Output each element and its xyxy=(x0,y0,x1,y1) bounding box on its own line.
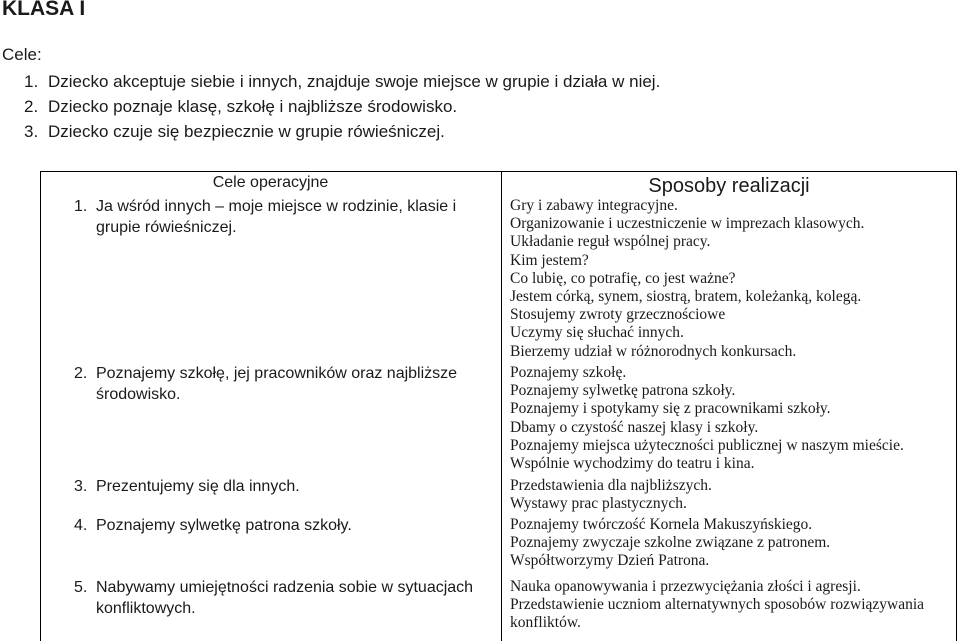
method-item: Dbamy o czystość naszej klasy i szkoły. xyxy=(510,418,759,436)
table-left-border xyxy=(40,171,41,641)
goal-text: Dziecko czuje się bezpiecznie w grupie rówieśniczej. xyxy=(48,122,445,141)
method-item: Kim jestem? xyxy=(510,251,589,269)
method-item: Poznajemy szkołę. xyxy=(510,364,627,381)
objective-item xyxy=(74,197,484,238)
goal-item xyxy=(24,94,660,119)
objective-number: 1. xyxy=(74,198,88,215)
objective-number: 5. xyxy=(74,579,88,596)
method-item: Organizowanie i uczestniczenie w imprezach klasowych. xyxy=(510,215,865,233)
method-item: Uczymy się słuchać innych. xyxy=(510,324,684,342)
goal-item xyxy=(24,119,660,144)
table-column-divider xyxy=(501,171,502,641)
column-header-objectives: Cele operacyjne xyxy=(212,174,329,191)
method-item: Układanie reguł wspólnej pracy. xyxy=(510,233,711,251)
methods-list xyxy=(510,578,955,633)
method-item: Współtworzymy Dzień Patrona. xyxy=(510,552,710,570)
method-item: Nauka opanowywania i przezwyciężania złości i agresji. xyxy=(510,578,861,595)
objective-text: Nabywamy umiejętności radzenia sobie w sytuacjach konfliktowych. xyxy=(96,579,474,617)
objective-text: Ja wśród innych – moje miejsce w rodzinie, klasie i grupie rówieśniczej. xyxy=(96,198,457,236)
goals-list xyxy=(24,69,660,144)
goal-text: Dziecko poznaje klasę, szkołę i najbliższe środowisko. xyxy=(48,97,458,116)
method-item: Stosujemy zwroty grzecznościowe xyxy=(510,306,726,324)
methods-list xyxy=(510,516,955,571)
objective-text: Poznajemy szkołę, jej pracowników oraz najbliższe środowisko. xyxy=(96,365,458,403)
method-item: Poznajemy i spotykamy się z pracownikami szkoły. xyxy=(510,400,831,418)
objective-number: 4. xyxy=(74,517,88,534)
method-item: Jestem córką, synem, siostrą, bratem, koleżanką, kolegą. xyxy=(510,287,862,305)
goal-item xyxy=(24,69,660,94)
objective-item xyxy=(74,578,484,619)
method-item: Wspólnie wychodzimy do teatru i kina. xyxy=(510,454,755,472)
methods-list xyxy=(510,364,955,473)
goal-number: 3. xyxy=(24,122,39,141)
goals-heading: Cele: xyxy=(2,45,42,64)
methods-list xyxy=(510,197,955,361)
method-item: Przedstawienie uczniom alternatywnych sposobów rozwiązywania konfliktów. xyxy=(510,596,925,632)
method-item: Przedstawienia dla najbliższych. xyxy=(510,477,712,494)
method-item: Poznajemy sylwetkę patrona szkoły. xyxy=(510,382,736,400)
goal-text: Dziecko akceptuje siebie i innych, znajduje swoje miejsce w grupie i działa w niej. xyxy=(48,72,661,91)
objective-text: Poznajemy sylwetkę patrona szkoły. xyxy=(96,517,352,534)
method-item: Co lubię, co potrafię, co jest ważne? xyxy=(510,269,736,287)
method-item: Poznajemy zwyczaje szkolne związane z patronem. xyxy=(510,534,831,552)
objective-number: 3. xyxy=(74,478,88,495)
table-right-border xyxy=(956,171,957,641)
goal-number: 2. xyxy=(24,97,39,116)
objective-number: 2. xyxy=(74,365,88,382)
method-item: Poznajemy miejsca użyteczności publicznej w naszym mieście. xyxy=(510,436,904,454)
column-header-methods: Sposoby realizacji xyxy=(648,175,810,197)
method-item: Poznajemy twórczość Kornela Makuszyńskiego. xyxy=(510,516,813,533)
methods-list xyxy=(510,477,955,513)
page-title: KLASA I xyxy=(2,0,86,20)
objective-item xyxy=(74,477,484,498)
objective-text: Prezentujemy się dla innych. xyxy=(96,478,300,495)
objective-item xyxy=(74,516,484,537)
method-item: Bierzemy udział w różnorodnych konkursach. xyxy=(510,342,797,360)
method-item: Gry i zabawy integracyjne. xyxy=(510,197,678,214)
goal-number: 1. xyxy=(24,72,39,91)
objective-item xyxy=(74,364,484,405)
method-item: Wystawy prac plastycznych. xyxy=(510,495,687,513)
